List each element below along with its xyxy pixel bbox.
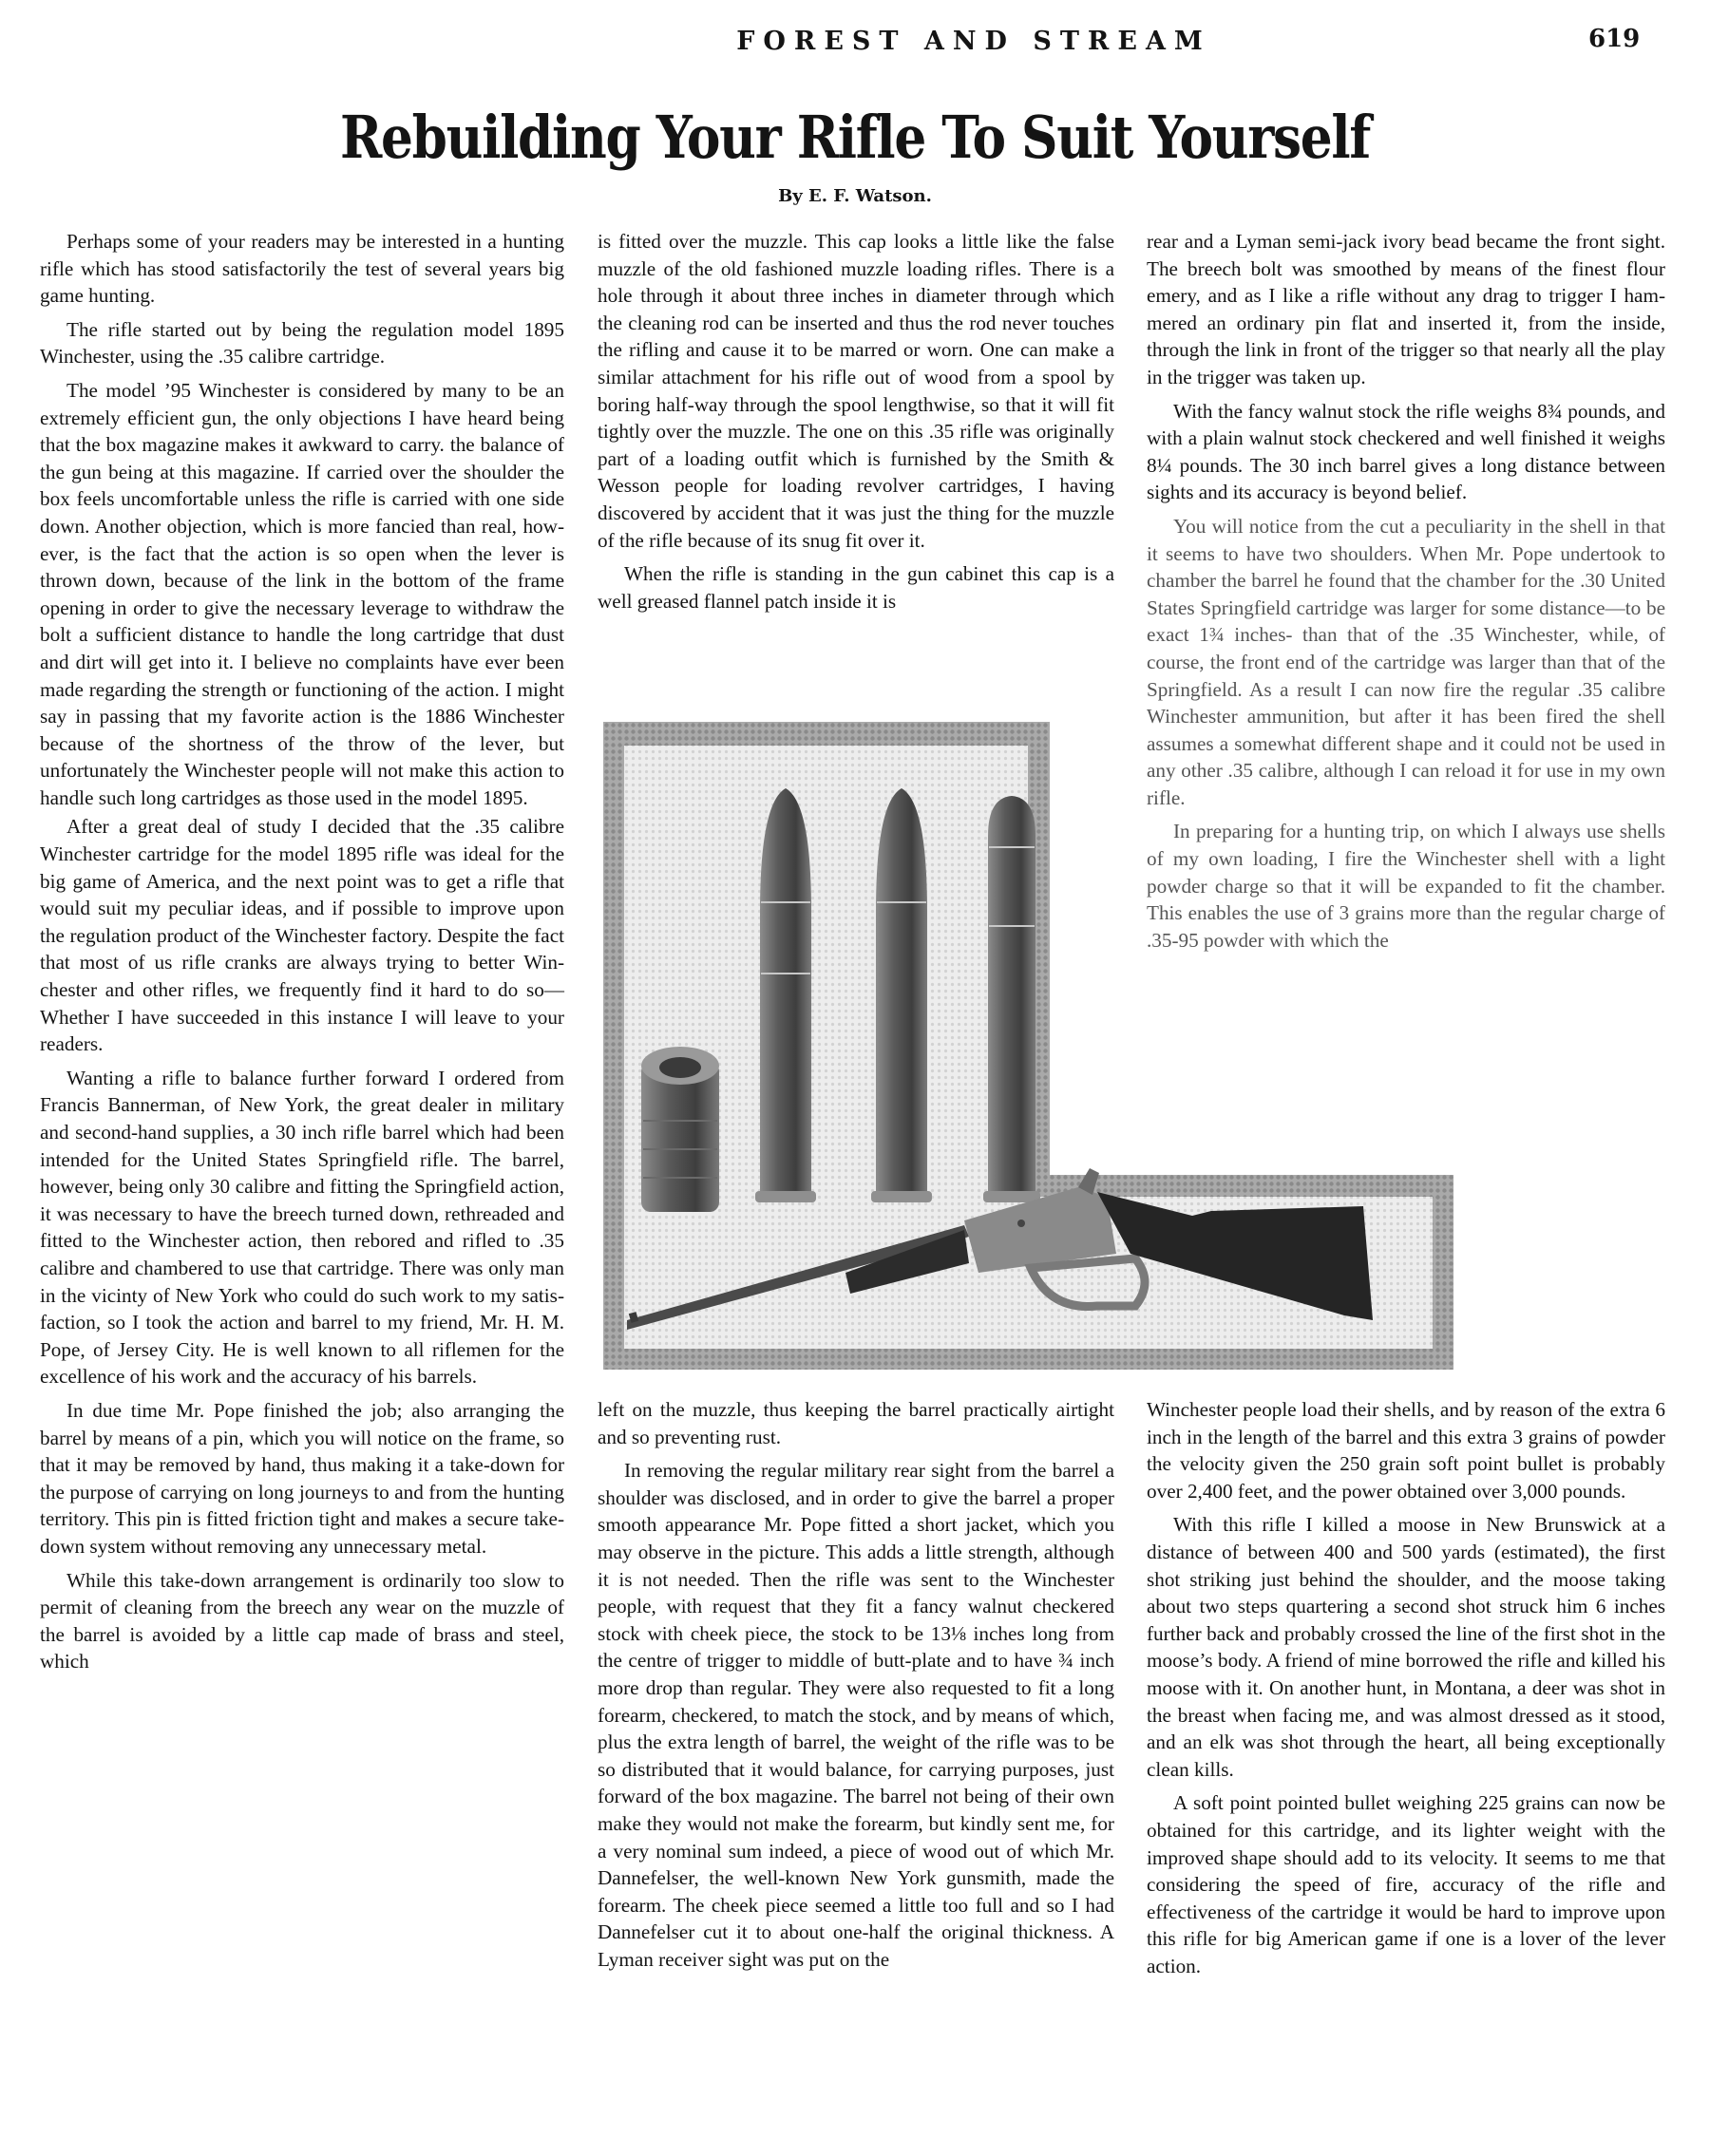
- paragraph: You will notice from the cut a peculiarity in the shell in that it seems to have two shoulders. When Mr. Pope undertook to chamber the barrel he found that the chamber for the .30 United States Springfield cartridge was larger for some distance—to be exact 1¾ inches- than that of the .35 Winchester, while, of course, the front end of the cartridge was larger than that of the Springfield. As a result I can now fire the regular .35 calibre Winchester ammunition, but after it has been fired the shell assumes a somewhat different shape and it could not be used in any other .35 calibre, although I can reload it for use in my own rifle.: [1147, 514, 1665, 809]
- paragraph: In due time Mr. Pope finished the job; also arranging the barrel by means of a pin, which you will notice on the frame, so that it may be removed by hand, thus making it a take-down for the purpose of carrying on long journeys to and from the hunting territory. This pin is fitted friction tight and makes a secure takedown system without removing any unnecessary metal.: [40, 1398, 564, 1558]
- cartridge-icon: [755, 788, 816, 1202]
- publication-name: FOREST AND STREAM: [736, 27, 1211, 56]
- paragraph: With the fancy walnut stock the rifle weighs 8¾ pounds, and with a plain walnut stock checkered and well finished it weighs 8¼ pounds. The 30 inch barrel gives a long distance between sights and its accuracy is beyond belief.: [1147, 399, 1665, 504]
- muzzle-cap-icon: [641, 1047, 719, 1212]
- paragraph: In removing the regular military rear sight from the barrel a shoulder was disclosed, and in order to give the barrel a proper smooth appearance Mr. Pope fitted a short jacket, which you may observe in the picture. This adds a little strength, although it is not needed. Then the rifle was sent to the Winchester people, with request that they fit a fancy walnut checkered stock with cheek piece, the stock to be 13⅛ inches long from the centre of trigger to middle of butt-plate and to have ¾ inch more drop than regular. They were also requested to fit a long forearm, checkered, to match the stock, and by means of which, plus the extra length of barrel, the weight of the rifle was to be so distributed that it would balance, for carrying purposes, just forward of the box magazine. The barrel not being of their own make they would not make the forearm, but kindly sent me, for a very nominal sum indeed, a piece of wood out of which Mr. Dannefelser, the well-known New York gunsmith, made the forearm. The cheek piece seemed a little too full and so I had Dannefelser cut it to about one-half the original thickness. A Lyman receiver sight was put on the: [598, 1459, 1114, 1971]
- page-number: 619: [1588, 25, 1641, 53]
- article-photo: [603, 722, 1454, 1370]
- byline: By E. F. Watson.: [778, 186, 932, 206]
- paragraph: Wanting a rifle to balance further forward I ordered from Francis Bannerman, of New York, the great dealer in military and second-hand supplies, a 30 inch rifle barrel which had been intended for the United States Springfield rifle. The barrel, however, being only 30 calibre and fitting the Springfield action, it was necessary to have the breech turned down, rethreaded and fitted to the Winchester action, then rebored and rifled to .35 calibre and chambered to use that cartridge. There was only man in the vicinty of New York who could do such work to my satisfaction, so I took the action and barrel to my friend, Mr. H. M. Pope, of Jersey City. He is well known to all riflemen for the excellence of his work and the accuracy of his barrels.: [40, 1066, 564, 1389]
- masthead: [0, 27, 1710, 56]
- paragraph: left on the muzzle, thus keeping the barrel practically airtight and so preventing rust.: [598, 1398, 1114, 1448]
- paragraph: The model ’95 Winchester is considered by many to be an extremely efficient gun, the only objections I have heard being that the box magazine makes it awkward to carry. the balance of the gun being at this magazine. If carried over the shoulder the box feels uncomfortable unless the rifle is carried with one side down. Another objection, which is more fancied than real, however, is the fact that the action is so open when the lever is thrown down, because of the link in the bottom of the frame opening in order to give the necessary leverage to withdraw the bolt a sufficient distance to handle the long cartridge that dust and dirt will get into it. I believe no complaints have ever been made regarding the strength or functioning of the action. I might say in passing that my favorite action is the 1886 Winchester because of the shortness of the throw of the lever, but unfortunately the Winchester people will not make this action to handle such long cartridges as those used in the model 1895.: [40, 378, 564, 809]
- paragraph: With this rifle I killed a moose in New Brunswick at a distance of between 400 and 500 yards (estimated), the first shot striking just behind the shoulder, and the moose taking about two steps quartering a second shot struck him 6 inches further back and probably crossed the line of the first shot in the moose’s body. A friend of mine borrowed the rifle and killed his moose with it. On another hunt, in Montana, a deer was shot in the breast when facing me, and was almost dressed as it stood, and an elk was shot through the heart, all being exceptionally clean kills.: [1147, 1513, 1665, 1781]
- column-2-top: [598, 228, 1114, 621]
- paragraph: A soft point pointed bullet weighing 225 grains can now be obtained for this cartridge, and its lighter weight with the improved shape should add to its velocity. It seems to me that considering the speed of fire, accuracy of the rifle and effectiveness of the cartridge it would be hard to improve upon this rifle for big American game if one is a lover of the lever action.: [1147, 1791, 1665, 1977]
- paragraph: rear and a Lyman semi-jack ivory bead became the front sight. The breech bolt was smoothed by means of the finest flour emery, and as I like a rifle without any drag to trigger I hammered an ordinary pin flat and inserted it, from the inside, through the link in front of the trigger so that nearly all the play in the trigger was taken up.: [1147, 230, 1665, 388]
- article-title: Rebuilding Your Rifle To Suit Yourself: [339, 103, 1370, 172]
- column-1: [40, 228, 564, 1682]
- paragraph: Winchester people load their shells, and by reason of the extra 6 inch in the length of the barrel and this extra 3 grains of powder the velocity given the 250 grain soft point bullet is probably over 2,400 feet, and the power obtained over 3,000 pounds.: [1147, 1398, 1665, 1503]
- paragraph: After a great deal of study I decided that the .35 calibre Winchester cartridge for the model 1895 rifle was ideal for the big game of America, and the next point was to get a rifle that would suit my peculiar ideas, and if possible to improve upon the regulation product of the Winchester factory. Despite the fact that most of us rifle cranks are always trying to better Winchester and other rifles, we frequently find it hard to do so—Whether I have succeeded in this instance I will leave to your readers.: [40, 815, 564, 1056]
- column-3-bottom: [1147, 1396, 1665, 1986]
- paragraph: The rifle started out by being the regulation model 1895 Winchester, using the .35 calibre cartridge.: [40, 317, 564, 369]
- column-2-bottom: [598, 1396, 1114, 1979]
- cartridge-icon: [983, 796, 1040, 1202]
- cartridge-icon: [871, 788, 932, 1202]
- paragraph: is fitted over the muzzle. This cap looks a little like the false muzzle of the old fashioned muzzle loading rifles. There is a hole through it about three inches in diameter through which the cleaning rod can be inserted and thus the rod never touches the rifling and cause it to be marred or worn. One can make a similar attachment for his rifle out of wood from a spool by boring half-way through the spool lengthwise, so that it will fit tightly over the muzzle. The one on this .35 rifle was originally part of a loading outfit which is furnished by the Smith & Wesson people for loading revolver cartridges, I having discovered by accident that it was just the thing for the muzzle of the rifle because of its snug fit over it.: [598, 230, 1114, 552]
- paragraph: Perhaps some of your readers may be interested in a hunting rifle which has stood satisfactorily the test of several years big game hunting.: [40, 230, 564, 308]
- paragraph: While this take-down arrangement is ordinarily too slow to permit of cleaning from the breech any wear on the muzzle of the barrel is avoided by a little cap made of brass and steel, which: [40, 1568, 564, 1674]
- paragraph: In preparing for a hunting trip, on which I always use shells of my own loading, I fire the Winchester shell with a light powder charge so that it will be expanded to fit the chamber. This enables the use of 3 grains more than the regular charge of .35-95 powder with which the: [1147, 820, 1665, 952]
- paragraph: When the rifle is standing in the gun cabinet this cap is a well greased flannel patch inside it is: [598, 562, 1114, 613]
